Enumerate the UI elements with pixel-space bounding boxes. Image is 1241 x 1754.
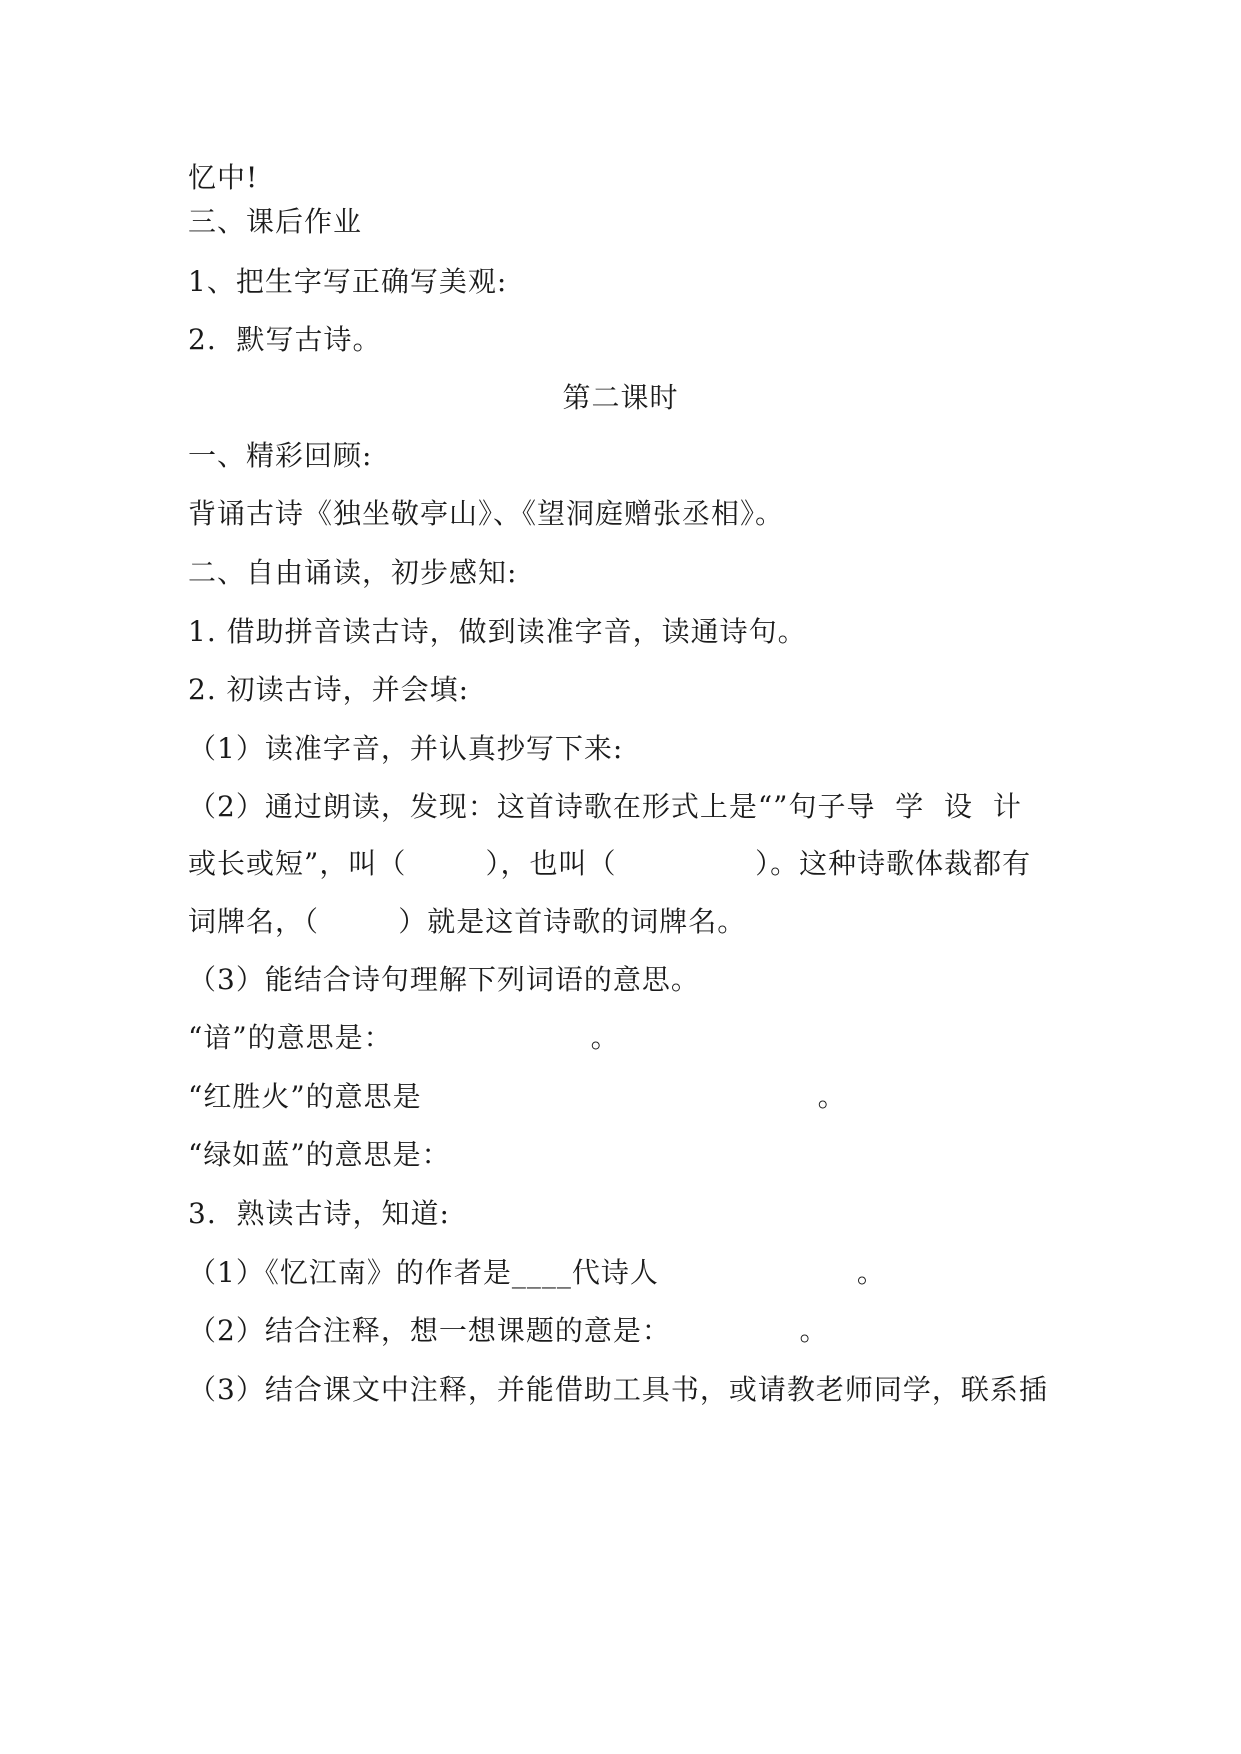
- text-line-step-1: 1. 借助拼音读古诗，做到读准字音，读通诗句。: [188, 615, 807, 648]
- section-heading-reading: 二、自由诵读，初步感知:: [188, 556, 518, 589]
- text-line-step-3-sub-1: （1）《忆江南》的作者是____代诗人 。: [188, 1256, 886, 1289]
- text-line-homework-1: 1、把生字写正确写美观:: [188, 265, 508, 298]
- text-line-sub-3: （3）能结合诗句理解下列词语的意思。: [188, 963, 700, 996]
- text-line-homework-2: 2. 默写古诗。: [188, 323, 382, 356]
- text-line-step-2: 2. 初读古诗，并会填:: [188, 673, 470, 706]
- text-line-word-1: “谙”的意思是： 。: [188, 1021, 620, 1054]
- text-line-word-2: “红胜火”的意思是 。: [188, 1080, 847, 1113]
- lesson-title: 第二课时: [562, 381, 679, 414]
- text-line-step-3-sub-2: （2）结合注释，想一想课题的意是： 。: [188, 1314, 829, 1347]
- text-line-step-3: 3. 熟读古诗，知道:: [188, 1197, 450, 1230]
- text-line-sub-2-cont: 或长或短”，叫（ ），也叫（ ）。这种诗歌体裁都有: [188, 847, 1032, 880]
- section-heading-homework: 三、课后作业: [188, 205, 363, 238]
- text-line-step-3-sub-3: （3）结合课文中注释，并能借助工具书，或请教老师同学，联系插: [188, 1373, 1048, 1406]
- text-line-sub-2-cont-2: 词牌名，（ ）就是这首诗歌的词牌名。: [188, 905, 747, 938]
- text-line-sub-2: （2）通过朗读，发现：这首诗歌在形式上是“”句子导 学 设 计: [188, 790, 1022, 823]
- text-line-word-3: “绿如蓝”的意思是：: [188, 1138, 451, 1171]
- text-line-review: 背诵古诗《独坐敬亭山》、《望洞庭赠张丞相》。: [188, 497, 785, 530]
- text-line-continuation: 忆中!: [188, 161, 259, 194]
- text-line-sub-1: （1）读准字音，并认真抄写下来:: [188, 732, 624, 765]
- section-heading-review: 一、精彩回顾:: [188, 439, 373, 472]
